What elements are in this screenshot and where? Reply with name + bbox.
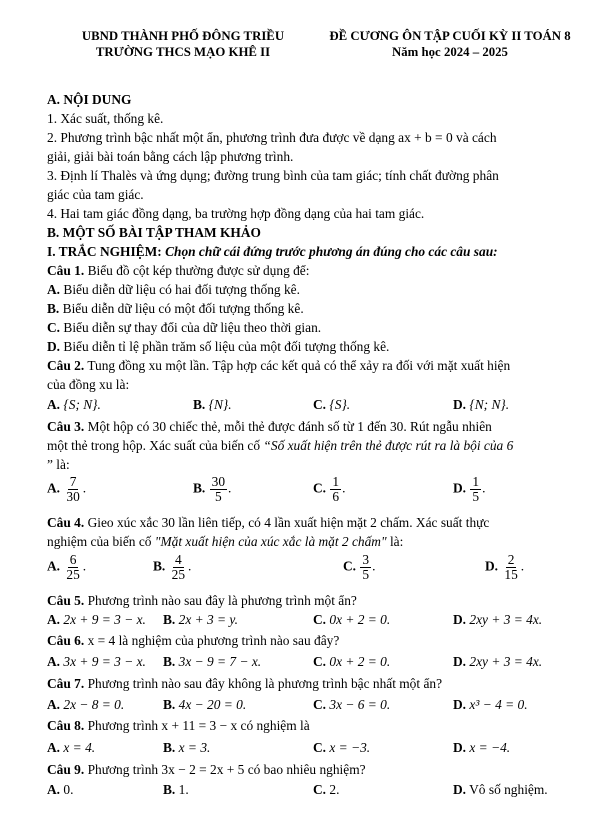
option-letter: C. (313, 480, 327, 496)
denominator: 5 (214, 489, 222, 505)
q4-option-a: A. $\frac{6}{25}$ . (47, 552, 87, 583)
q7-option-a (47, 697, 124, 713)
numerator: 6 (69, 552, 77, 567)
q7-option-b (163, 697, 246, 713)
option-letter: C. (313, 740, 327, 755)
header-school-name: TRƯỜNG THCS MẠO KHÊ II (95, 45, 271, 59)
option-text: x = −3. (329, 740, 371, 755)
q3-option-a: A. $\frac{7}{30}$ . (47, 474, 87, 505)
q2-option-c (313, 397, 350, 413)
question-text: nghiệm của biến cố (47, 534, 155, 549)
fraction (170, 553, 187, 582)
option-letter: B. (163, 654, 176, 669)
section-a-item-3: 3. Định lí Thalès và ứng dụng; đường trung bình của tam giác; tính chất đường phân (47, 168, 499, 183)
option-letter: B. (193, 480, 206, 496)
option-text: 3x − 9 = 7 − x. (178, 654, 262, 669)
q3-option-d: D. $\frac{1}{5}$ . (453, 474, 486, 505)
denominator: 5 (472, 489, 480, 505)
fraction (360, 553, 371, 582)
numerator: 2 (507, 552, 515, 567)
q5-option-a (47, 612, 146, 628)
option-text: 4x − 20 = 0. (178, 697, 247, 712)
q6-option-c (313, 654, 390, 670)
numerator: 1 (472, 474, 480, 489)
question-8 (47, 718, 310, 734)
question-text: Phương trình nào sau đây không là phương trình bậc nhất một ẩn? (87, 676, 443, 691)
option-letter: A. (47, 558, 61, 574)
question-label: Câu 4. (47, 515, 85, 530)
denominator: 15 (504, 567, 518, 583)
question-label: Câu 1. (47, 263, 85, 278)
q9-option-c (313, 782, 339, 798)
option-letter: B. (153, 558, 166, 574)
option-text: 2x + 3 = y. (178, 612, 238, 627)
q1-option-c (47, 320, 321, 336)
part-1-instruction: Chọn chữ cái đứng trước phương án đúng cho các câu sau: (165, 244, 498, 259)
option-text: 3x + 9 = 3 − x. (63, 654, 146, 669)
question-2-cont: của đồng xu là: (47, 377, 130, 392)
event-description: "Mặt xuất hiện của xúc xắc là mặt 2 chấm" (154, 534, 387, 549)
q9-option-b (163, 782, 189, 798)
option-letter: B. (163, 782, 176, 797)
option-text: 3x − 6 = 0. (329, 697, 391, 712)
numerator: 3 (362, 552, 370, 567)
q1-option-b (47, 301, 304, 317)
option-letter: A. (47, 480, 61, 496)
option-text: {S}. (329, 397, 351, 412)
q8-option-a (47, 740, 95, 756)
question-label: Câu 3. (47, 419, 85, 434)
section-a-item-1: 1. Xác suất, thống kê. (47, 111, 164, 126)
option-letter: D. (453, 480, 467, 496)
question-label: Câu 5. (47, 593, 85, 608)
denominator: 25 (66, 567, 80, 583)
option-text: {N; N}. (469, 397, 510, 412)
question-2 (47, 358, 510, 374)
fraction (210, 475, 227, 504)
question-text: Một hộp có 30 chiếc thẻ, mỗi thẻ được đánh số từ 1 đến 30. Rút ngẫu nhiên (87, 419, 492, 434)
option-text: {N}. (208, 397, 232, 412)
denominator: 6 (332, 489, 340, 505)
q4-option-d: D. $\frac{2}{15}$ . (485, 552, 525, 583)
question-label: Câu 7. (47, 676, 85, 691)
q6-option-a (47, 654, 146, 670)
numerator: 1 (332, 474, 340, 489)
option-text: x = 3. (178, 740, 211, 755)
option-letter: C. (313, 782, 327, 797)
q8-option-b (163, 740, 210, 756)
option-text: Biểu diễn dữ liệu có hai đối tượng thống kê. (63, 282, 300, 297)
fraction (470, 475, 481, 504)
question-3 (47, 419, 492, 435)
option-letter: D. (453, 740, 467, 755)
question-1 (47, 263, 309, 279)
q1-option-a (47, 282, 300, 298)
q2-option-a (47, 397, 101, 413)
option-letter: D. (47, 339, 61, 354)
q5-option-b (163, 612, 238, 628)
part-1-label: I. TRẮC NGHIỆM: (47, 244, 162, 259)
question-5 (47, 593, 357, 609)
option-letter: D. (453, 697, 467, 712)
question-6 (47, 633, 339, 649)
q8-option-d (453, 740, 510, 756)
option-text: 2x + 9 = 3 − x. (63, 612, 146, 627)
option-letter: A. (47, 782, 61, 797)
option-text: 0x + 2 = 0. (329, 612, 391, 627)
option-letter: A. (47, 397, 61, 412)
q7-option-c (313, 697, 390, 713)
option-letter: A. (47, 654, 61, 669)
question-text: Gieo xúc xắc 30 lần liên tiếp, có 4 lần xuất hiện mặt 2 chấm. Xác suất thực (87, 515, 490, 530)
section-b-title: B. MỘT SỐ BÀI TẬP THAM KHẢO (47, 225, 261, 240)
q9-option-a (47, 782, 73, 798)
q6-option-b (163, 654, 261, 670)
option-text: x = −4. (469, 740, 511, 755)
header-document-title: ĐỀ CƯƠNG ÔN TẬP CUỐI KỲ II TOÁN 8 (329, 29, 571, 43)
q1-option-d (47, 339, 389, 355)
question-text: Biểu đồ cột kép thường được sử dụng để: (87, 263, 310, 278)
question-9 (47, 762, 366, 778)
option-text: 1. (178, 782, 189, 797)
question-text: Tung đồng xu một lần. Tập hợp các kết quả có thể xảy ra đối với mặt xuất hiện (87, 358, 511, 373)
option-letter: B. (47, 301, 60, 316)
question-text: Phương trình nào sau đây là phương trình một ẩn? (87, 593, 357, 608)
option-text: x = 4. (63, 740, 96, 755)
q4-option-c: C. $\frac{3}{5}$ . (343, 552, 376, 583)
option-letter: C. (313, 612, 327, 627)
denominator: 30 (66, 489, 80, 505)
q2-option-b (193, 397, 232, 413)
option-letter: D. (453, 782, 467, 797)
question-4-cont (47, 534, 403, 550)
option-letter: C. (313, 654, 327, 669)
option-letter: C. (313, 697, 327, 712)
numerator: 7 (69, 474, 77, 489)
q7-option-d (453, 697, 528, 713)
q9-option-d (453, 782, 548, 798)
option-letter: A. (47, 282, 61, 297)
question-label: Câu 2. (47, 358, 85, 373)
question-3-cont-2: ” là: (47, 457, 70, 472)
q2-option-d (453, 397, 509, 413)
option-text: 0. (63, 782, 74, 797)
header-school-district: UBND THÀNH PHỐ ĐÔNG TRIỀU (81, 29, 285, 43)
denominator: 25 (171, 567, 186, 583)
option-text: Biểu diễn sự thay đổi của dữ liệu theo thời gian. (63, 320, 322, 335)
numerator: 4 (174, 552, 182, 567)
fraction (502, 553, 519, 582)
event-description: “Số xuất hiện trên thẻ được rút ra là bội của 6 (263, 438, 514, 453)
question-text: Phương trình 3x − 2 = 2x + 5 có bao nhiêu nghiệm? (87, 762, 366, 777)
option-letter: D. (453, 654, 467, 669)
section-a-title: A. NỘI DUNG (47, 92, 132, 107)
question-text: là: (386, 534, 404, 549)
section-a-item-2-cont: giải, giải bài toán bằng cách lập phương trình. (47, 149, 294, 164)
fraction (330, 475, 341, 504)
question-text: Phương trình x + 11 = 3 − x có nghiệm là (87, 718, 310, 733)
option-text: {S; N}. (63, 397, 101, 412)
question-text: x = 4 là nghiệm của phương trình nào sau đây? (87, 633, 340, 648)
option-letter: A. (47, 612, 61, 627)
question-7 (47, 676, 442, 692)
option-letter: D. (453, 397, 467, 412)
option-text: 2xy + 3 = 4x. (469, 612, 543, 627)
option-letter: D. (453, 612, 467, 627)
q3-option-c: C. $\frac{1}{6}$ . (313, 474, 346, 505)
option-text: Biểu diễn tỉ lệ phần trăm số liệu của một đối tượng thống kê. (63, 339, 390, 354)
option-text: Vô số nghiệm. (469, 782, 548, 797)
header-school-year: Năm học 2024 – 2025 (392, 45, 508, 59)
question-text: một thẻ trong hộp. Xác suất của biến cố (47, 438, 264, 453)
q3-option-b: B. $\frac{30}{5}$ . (193, 474, 232, 505)
q8-option-c (313, 740, 370, 756)
option-text: 2xy + 3 = 4x. (469, 654, 543, 669)
option-text: 2. (329, 782, 340, 797)
denominator: 5 (362, 567, 370, 583)
q6-option-d (453, 654, 542, 670)
section-a-item-2: 2. Phương trình bậc nhất một ẩn, phương trình đưa được về dạng ax + b = 0 và cách (47, 130, 497, 145)
option-letter: D. (485, 558, 499, 574)
section-a-item-4: 4. Hai tam giác đồng dạng, ba trường hợp đồng dạng của hai tam giác. (47, 206, 425, 221)
option-letter: C. (343, 558, 357, 574)
numerator: 30 (211, 474, 226, 489)
option-letter: B. (163, 740, 176, 755)
option-letter: C. (47, 320, 61, 335)
option-text: Biểu diễn dữ liệu có một đối tượng thống kê. (62, 301, 304, 316)
fraction (64, 475, 81, 504)
option-text: 2x − 8 = 0. (63, 697, 125, 712)
question-label: Câu 8. (47, 718, 85, 733)
option-letter: C. (313, 397, 327, 412)
q5-option-c (313, 612, 390, 628)
q4-option-b: B. $\frac{4}{25}$ . (153, 552, 192, 583)
option-text: 0x + 2 = 0. (329, 654, 391, 669)
option-letter: B. (193, 397, 206, 412)
option-letter: A. (47, 697, 61, 712)
part-1-heading (47, 244, 498, 260)
fraction (64, 553, 81, 582)
q5-option-d (453, 612, 542, 628)
question-label: Câu 6. (47, 633, 85, 648)
option-letter: B. (163, 697, 176, 712)
question-label: Câu 9. (47, 762, 85, 777)
option-letter: A. (47, 740, 61, 755)
option-letter: B. (163, 612, 176, 627)
question-4 (47, 515, 489, 531)
section-a-item-3-cont: giác của tam giác. (47, 187, 144, 202)
option-text: x³ − 4 = 0. (469, 697, 528, 712)
question-3-cont (47, 438, 513, 454)
